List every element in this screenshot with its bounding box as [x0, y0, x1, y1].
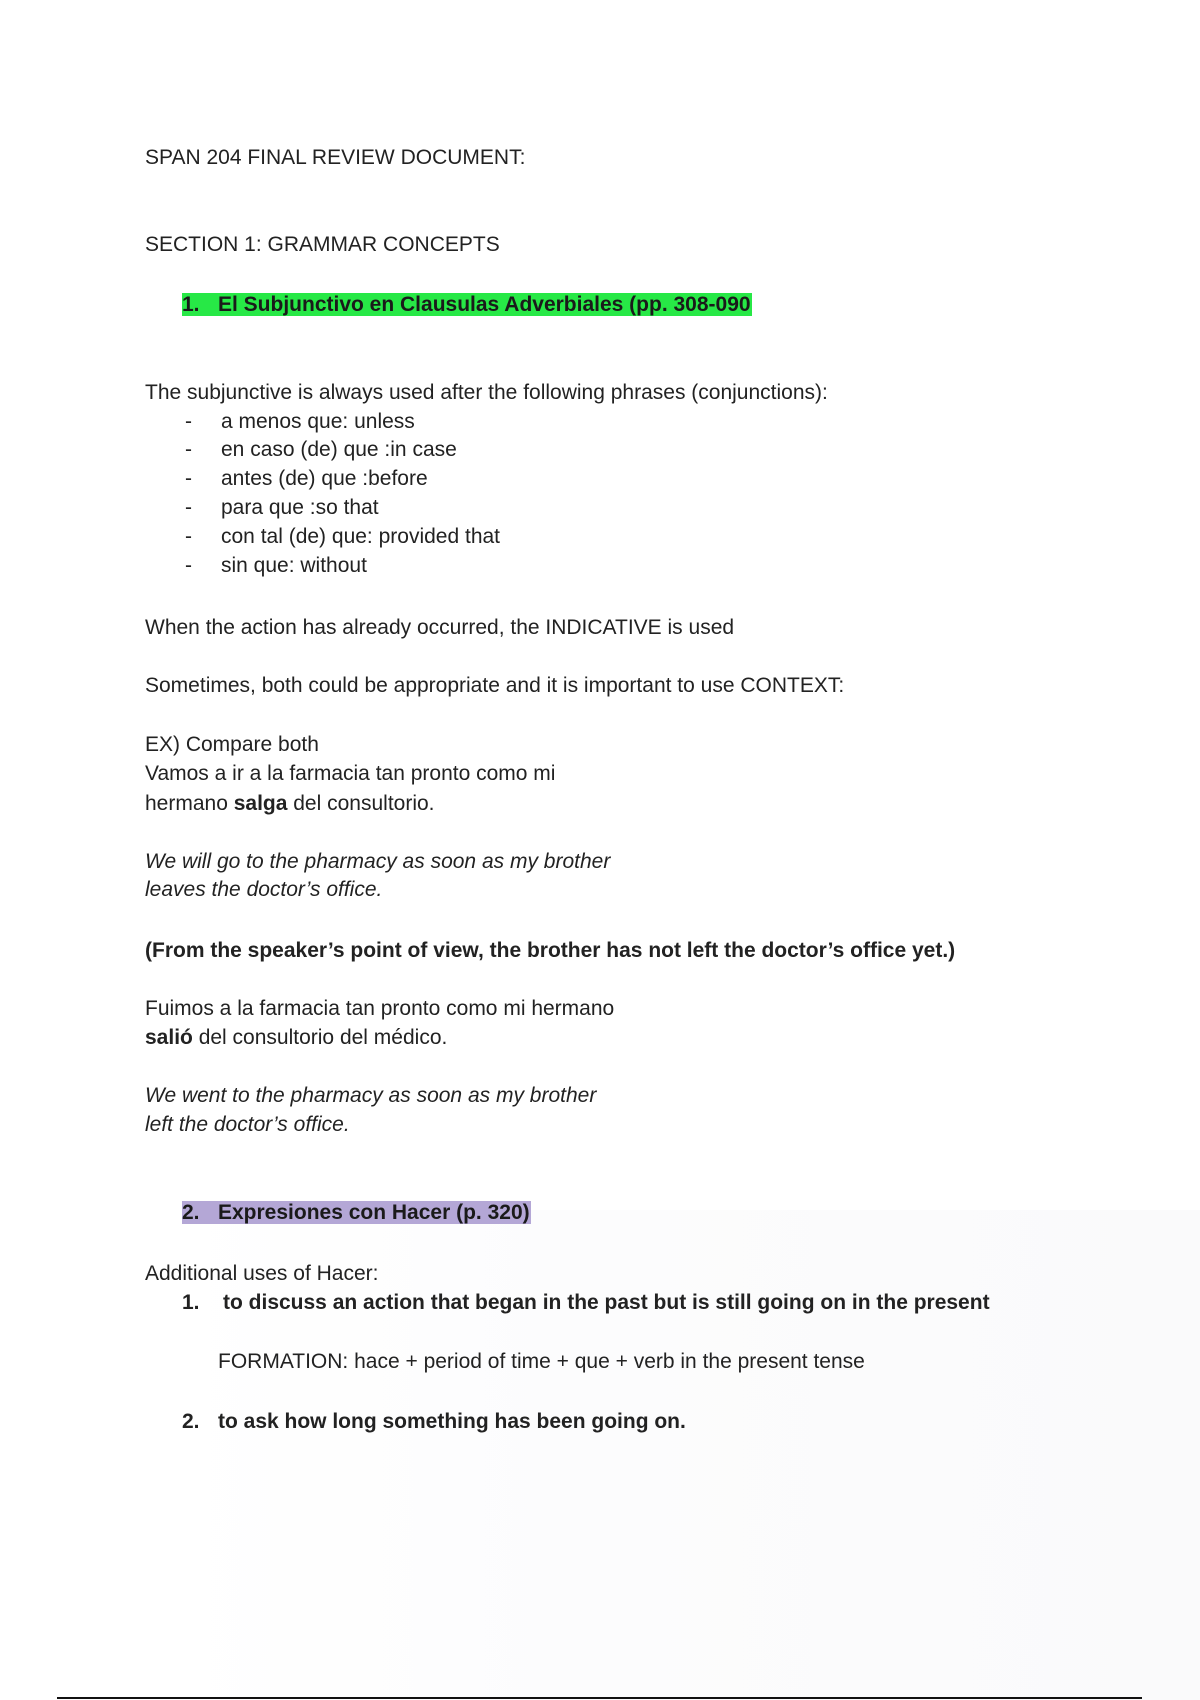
bullet-dash: -: [185, 525, 192, 548]
example1-translation-line2: leaves the doctor’s office.: [145, 878, 383, 901]
conjunction-text: para que :so that: [221, 496, 379, 519]
hacer-use-number: 1.: [182, 1291, 200, 1314]
hacer-use-item: [182, 1408, 686, 1436]
example2-text: del consultorio del médico.: [192, 1026, 448, 1049]
hacer-formation: FORMATION: hace + period of time + que + verb in the present tense: [218, 1350, 865, 1373]
conjunction-item: [182, 436, 457, 464]
conjunction-item: [182, 523, 500, 551]
hacer-use-number: 2.: [182, 1410, 200, 1433]
example1-verb: salga: [233, 792, 288, 815]
speaker-note: (From the speaker’s point of view, the brother has not left the doctor’s office yet.): [145, 939, 956, 962]
example1-text: hermano: [145, 792, 234, 815]
conjunction-text: sin que: without: [221, 554, 367, 577]
topic1-number: 1.: [182, 293, 200, 316]
hacer-use-text: to ask how long something has been going on.: [218, 1410, 686, 1433]
hacer-use-item: [182, 1289, 990, 1317]
example2-translation-line2: left the doctor’s office.: [145, 1113, 350, 1136]
example2-line1: Fuimos a la farmacia tan pronto como mi hermano: [145, 997, 615, 1020]
example1-text: del consultorio.: [287, 792, 435, 815]
hacer-use-text: to discuss an action that began in the past but is still going on in the present: [223, 1291, 990, 1314]
conjunction-text: en caso (de) que :in case: [221, 438, 457, 461]
page-bottom-rule: [57, 1697, 1142, 1699]
bullet-dash: -: [185, 554, 192, 577]
conjunction-item: [182, 465, 428, 493]
example2-line2: [145, 1024, 447, 1052]
conjunction-item: [182, 408, 415, 436]
topic2-heading-text: Expresiones con Hacer (p. 320): [218, 1201, 530, 1224]
conjunction-item: [182, 494, 379, 522]
document-title: SPAN 204 FINAL REVIEW DOCUMENT:: [145, 146, 526, 169]
topic2-highlight: [182, 1201, 531, 1224]
example2-translation-line1: We went to the pharmacy as soon as my brother: [145, 1084, 597, 1107]
conjunction-text: antes (de) que :before: [221, 467, 428, 490]
topic2-heading: [182, 1199, 531, 1227]
example1-translation-line1: We will go to the pharmacy as soon as my brother: [145, 850, 611, 873]
conjunction-text: a menos que: unless: [221, 410, 415, 433]
context-note: Sometimes, both could be appropriate and it is important to use CONTEXT:: [145, 674, 845, 697]
topic1-highlight: [182, 293, 752, 316]
bullet-dash: -: [185, 410, 192, 433]
topic2-number: 2.: [182, 1201, 200, 1224]
example1-line2: [145, 790, 435, 818]
hacer-intro: Additional uses of Hacer:: [145, 1262, 379, 1285]
bullet-dash: -: [185, 467, 192, 490]
conjunction-item: [182, 552, 367, 580]
example1-line1: Vamos a ir a la farmacia tan pronto como mi: [145, 762, 556, 785]
conjunction-text: con tal (de) que: provided that: [221, 525, 501, 548]
example-label: EX) Compare both: [145, 733, 319, 756]
bullet-dash: -: [185, 438, 192, 461]
topic1-heading: [182, 291, 752, 319]
example2-verb: salió: [145, 1026, 193, 1049]
bullet-dash: -: [185, 496, 192, 519]
section-title: SECTION 1: GRAMMAR CONCEPTS: [145, 233, 500, 256]
topic1-heading-text: El Subjunctivo en Clausulas Adverbiales (pp. 308-090: [218, 293, 751, 316]
subjunctive-intro: The subjunctive is always used after the following phrases (conjunctions):: [145, 381, 828, 404]
indicative-note: When the action has already occurred, the INDICATIVE is used: [145, 616, 735, 639]
